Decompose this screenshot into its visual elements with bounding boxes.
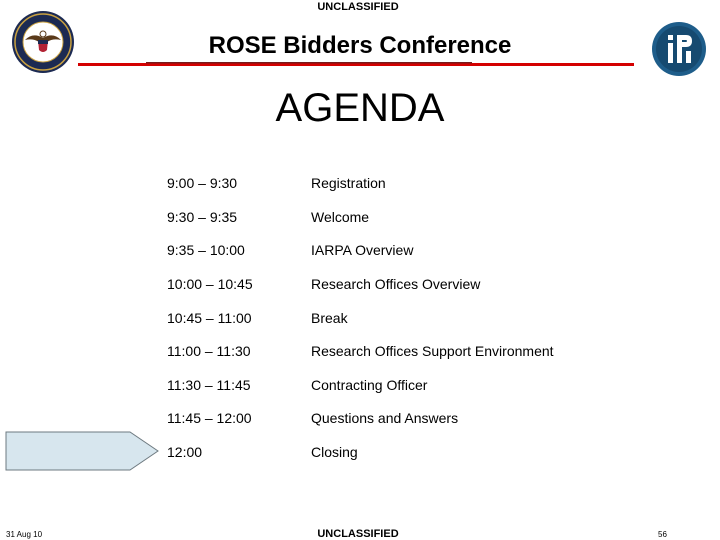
agenda-time: 9:35 – 10:00 (167, 242, 245, 258)
presentation-title: ROSE Bidders Conference (208, 32, 512, 59)
agenda-time: 11:30 – 11:45 (167, 377, 251, 393)
title-rule (78, 62, 634, 68)
agenda-time: 9:30 – 9:35 (167, 209, 238, 225)
agenda-time: 11:00 – 11:30 (167, 343, 251, 359)
agenda-time: 9:00 – 9:30 (167, 175, 238, 191)
agenda-item: Contracting Officer (311, 377, 428, 393)
footer-date: 31 Aug 10 (6, 530, 43, 539)
agenda-item: Registration (311, 175, 386, 191)
agenda-item: Research Offices Overview (311, 276, 481, 292)
agenda-item: Research Offices Support Environment (311, 343, 554, 359)
agenda-time: 11:45 – 12:00 (167, 410, 252, 426)
agenda-time-current: 12:00 (167, 444, 203, 460)
current-item-arrow-icon (4, 430, 160, 472)
agenda-item: IARPA Overview (311, 242, 414, 258)
classification-banner-top: UNCLASSIFIED (317, 1, 399, 13)
agenda-time: 10:45 – 11:00 (167, 310, 252, 326)
agenda-item: Break (311, 310, 348, 326)
agenda-item-current: Closing (311, 444, 358, 460)
odni-seal-icon (11, 10, 75, 74)
page-number: 56 (658, 530, 667, 539)
agenda-item: Questions and Answers (311, 410, 459, 426)
classification-banner-bottom: UNCLASSIFIED (317, 528, 399, 540)
iarpa-logo-icon (650, 20, 708, 78)
agenda-time: 10:00 – 10:45 (167, 276, 253, 292)
agenda-item: Welcome (311, 209, 370, 225)
agenda-heading: AGENDA (275, 86, 445, 130)
